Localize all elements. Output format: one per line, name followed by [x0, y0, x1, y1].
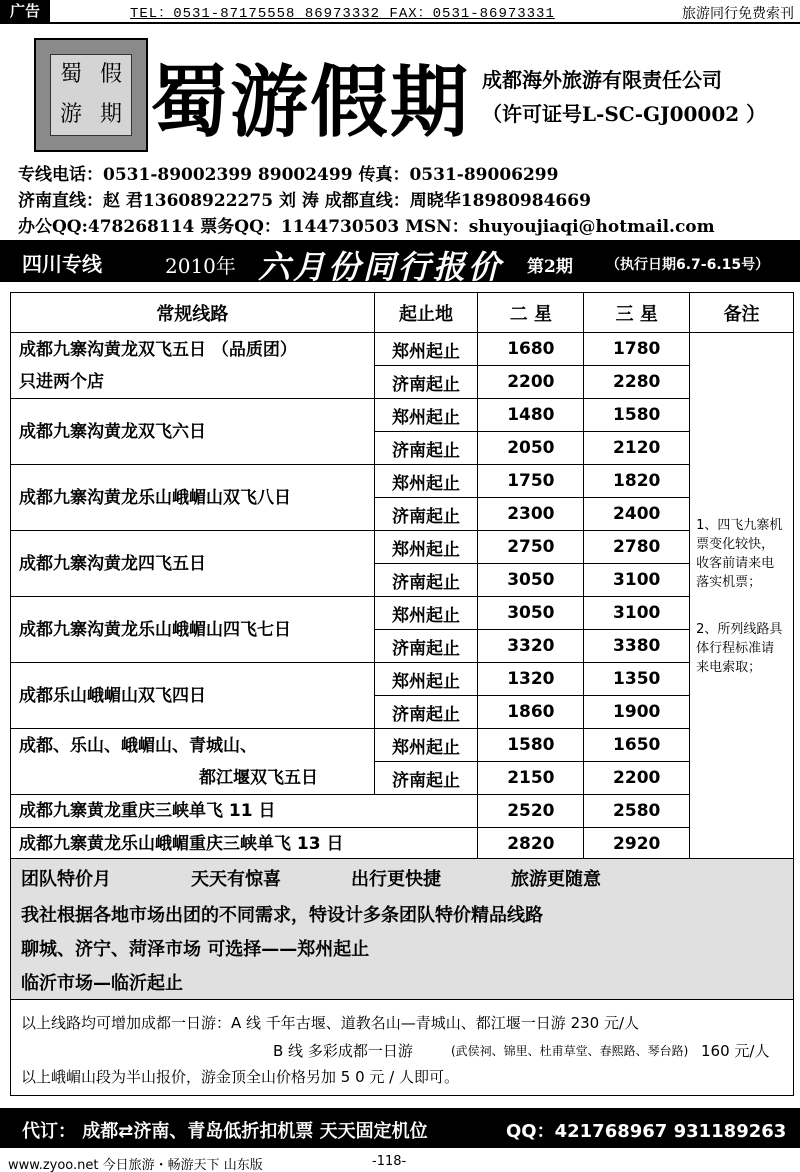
table-row	[11, 597, 794, 630]
route-name: 成都九寨黄龙重庆三峡单飞 11 日	[11, 795, 478, 828]
price-2star: 2520	[478, 795, 584, 828]
price-3star: 2200	[584, 762, 690, 795]
price-table	[10, 292, 794, 861]
contact-direct: 济南直线：赵 君13608922275 刘 涛 成都直线：周晓华18980984669	[18, 191, 591, 211]
price-3star: 3100	[584, 597, 690, 630]
price-3star: 2780	[584, 531, 690, 564]
table-row	[11, 828, 794, 861]
logo-char: 期	[99, 102, 122, 127]
table-row	[11, 663, 794, 696]
footer-page: -118-	[372, 1154, 407, 1169]
price-3star: 2580	[584, 795, 690, 828]
route-name: 成都九寨黄龙乐山峨嵋重庆三峡单飞 13 日	[11, 828, 478, 861]
price-3star: 1780	[584, 333, 690, 366]
price-2star: 2200	[478, 366, 584, 399]
route-origin: 郑州起止	[374, 729, 478, 762]
route-name-line: 成都九寨沟黄龙乐山峨嵋山四飞七日	[19, 619, 291, 640]
route-name-line: 成都九寨沟黄龙双飞六日	[19, 421, 206, 442]
table-row	[11, 465, 794, 498]
price-2star: 3050	[478, 597, 584, 630]
price-3star: 2120	[584, 432, 690, 465]
route-origin: 郑州起止	[374, 663, 478, 696]
route-name	[11, 663, 375, 729]
price-2star: 1750	[478, 465, 584, 498]
route-name-line: 成都乐山峨嵋山双飞四日	[19, 685, 206, 706]
route-origin: 济南起止	[374, 696, 478, 729]
free-note: 旅游同行免费索刊	[682, 6, 794, 22]
table-row	[11, 729, 794, 762]
company-name: 成都海外旅游有限责任公司	[482, 68, 722, 92]
header-2star: 二 星	[478, 293, 584, 333]
notes-cell	[690, 333, 794, 861]
table-row	[11, 333, 794, 366]
header-3star: 三 星	[584, 293, 690, 333]
route-origin: 济南起止	[374, 762, 478, 795]
promo-2: 我社根据各地市场出团的不同需求，特设计多条团队特价精品线路	[21, 905, 543, 926]
price-2star: 1580	[478, 729, 584, 762]
route-origin: 郑州起止	[374, 531, 478, 564]
price-2star: 3320	[478, 630, 584, 663]
route-name	[11, 729, 375, 795]
top-bar	[0, 0, 800, 24]
extra-line-b-price: 160 元/人	[701, 1042, 770, 1060]
route-origin: 济南起止	[374, 432, 478, 465]
banner-issue: 第2期	[527, 257, 573, 277]
logo	[34, 38, 148, 152]
price-3star: 2400	[584, 498, 690, 531]
logo-char: 假	[99, 62, 122, 87]
table-row	[11, 399, 794, 432]
route-name	[11, 333, 375, 399]
route-name-line: 成都九寨沟黄龙乐山峨嵋山双飞八日	[19, 487, 291, 508]
price-3star: 3100	[584, 564, 690, 597]
route-name-line: 都江堰双飞五日	[199, 767, 318, 788]
note-2: 2、所列线路具体行程标准请来电索取；	[696, 622, 783, 675]
promo-3: 聊城、济宁、菏泽市场 可选择——郑州起止	[21, 939, 370, 960]
header-note: 备注	[690, 293, 794, 333]
route-origin: 济南起止	[374, 366, 478, 399]
route-origin: 济南起止	[374, 630, 478, 663]
banner-year: 2010年	[165, 254, 236, 278]
table-row	[11, 531, 794, 564]
promo-1d: 旅游更随意	[511, 869, 601, 890]
price-3star: 1900	[584, 696, 690, 729]
price-2star: 1860	[478, 696, 584, 729]
extra-line-b: B 线 多彩成都一日游	[273, 1042, 413, 1060]
route-name-line: 成都九寨沟黄龙双飞五日 （品质团）	[19, 339, 297, 360]
extra-line-a: 以上线路均可增加成都一日游：A 线 千年古堰、道教名山—青城山、都江堰一日游 230 元/人	[21, 1014, 640, 1032]
banner-date: （执行日期6.7-6.15号）	[606, 257, 770, 273]
price-3star: 3380	[584, 630, 690, 663]
header-from: 起止地	[374, 293, 478, 333]
route-origin: 济南起止	[374, 564, 478, 597]
price-3star: 2920	[584, 828, 690, 861]
price-2star: 1320	[478, 663, 584, 696]
license-number: （许可证号L-SC-GJ00002 ）	[482, 102, 767, 126]
brand-name: 蜀游假期	[150, 57, 471, 148]
header-route: 常规线路	[11, 293, 375, 333]
price-3star: 1580	[584, 399, 690, 432]
price-3star: 1650	[584, 729, 690, 762]
price-3star: 2280	[584, 366, 690, 399]
price-2star: 2750	[478, 531, 584, 564]
note-1: 1、四飞九寨机票变化较快，收客前请来电落实机票；	[696, 518, 783, 590]
title-banner	[0, 240, 800, 286]
footer-site: www.zyoo.net 今日旅游・畅游天下 山东版	[8, 1158, 263, 1172]
route-origin: 郑州起止	[374, 465, 478, 498]
route-name	[11, 531, 375, 597]
price-2star: 2150	[478, 762, 584, 795]
price-2star: 2820	[478, 828, 584, 861]
qq-text: QQ：421768967 931189263	[506, 1121, 787, 1142]
price-2star: 3050	[478, 564, 584, 597]
route-origin: 郑州起止	[374, 333, 478, 366]
route-origin: 郑州起止	[374, 597, 478, 630]
price-2star: 2050	[478, 432, 584, 465]
price-2star: 2300	[478, 498, 584, 531]
line-name: 四川专线	[22, 252, 102, 276]
route-name	[11, 399, 375, 465]
ad-tag: 广告	[0, 0, 50, 22]
logo-char: 游	[59, 102, 82, 127]
contact-qq: 办公QQ:478268114 票务QQ：1144730503 MSN：shuyoujiaqi@hotmail.com	[18, 217, 715, 237]
price-3star: 1820	[584, 465, 690, 498]
contact-phone: 专线电话：0531-89002399 89002499 传真：0531-89006299	[18, 165, 559, 185]
promo-1b: 天天有惊喜	[191, 869, 281, 890]
footer	[0, 1152, 800, 1172]
price-2star: 1480	[478, 399, 584, 432]
promo-box	[10, 858, 794, 1000]
route-origin: 郑州起止	[374, 399, 478, 432]
agent-text: 代订： 成都⇄济南、青岛低折扣机票 天天固定机位	[22, 1121, 428, 1142]
table-row	[11, 795, 794, 828]
extra-line-c: 以上峨嵋山段为半山报价，游金顶全山价格另加 5 0 元 / 人即可。	[21, 1068, 459, 1086]
price-3star: 1350	[584, 663, 690, 696]
promo-1c: 出行更快捷	[351, 869, 441, 890]
route-name-line: 只进两个店	[19, 371, 104, 392]
extra-line-b-detail: (武侯祠、锦里、杜甫草堂、春熙路、琴台路)	[451, 1044, 689, 1058]
route-name	[11, 597, 375, 663]
logo-char: 蜀	[59, 62, 82, 87]
promo-1a: 团队特价月	[21, 869, 111, 890]
price-2star: 1680	[478, 333, 584, 366]
route-name-line: 成都九寨沟黄龙四飞五日	[19, 553, 206, 574]
route-name-line: 成都、乐山、峨嵋山、青城山、	[19, 735, 257, 756]
route-origin: 济南起止	[374, 498, 478, 531]
route-name	[11, 465, 375, 531]
top-contact: TEL：0531-87175558 86973332 FAX：0531-86973331	[130, 6, 555, 22]
bottom-banner	[0, 1108, 800, 1148]
promo-4: 临沂市场—临沂起止	[21, 973, 183, 994]
extra-info	[10, 1000, 794, 1096]
banner-title: 六月份同行报价	[258, 248, 504, 286]
